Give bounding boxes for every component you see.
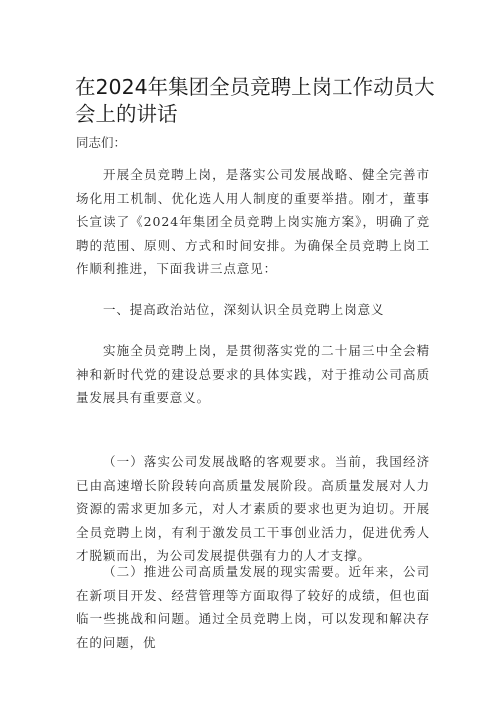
document-title: 在2024年集团全员竞聘上岗工作动员大会上的讲话 <box>75 75 435 126</box>
subsection-2-paragraph: （二）推进公司高质量发展的现实需要。近年来，公司在新项目开发、经营管理等方面取得了较好的成绩，但也面临一些挑战和问题。通过全员竞聘上岗，可以发现和解决存在的问题，优 <box>76 564 430 650</box>
intro-paragraph: 开展全员竞聘上岗，是落实公司发展战略、健全完善市场化用工机制、优化选人用人制度的重要举措。刚才，董事长宣读了《2024年集团全员竞聘上岗实施方案》，明确了竞聘的范围、原则、方式和时间安排。为确保全员竞聘上岗工作顺利推进，下面我讲三点意见： <box>76 167 430 277</box>
section-heading-1: 一、提高政治站位，深刻认识全员竞聘上岗意义 <box>103 302 385 317</box>
subsection-1-paragraph: （一）落实公司发展战略的客观要求。当前，我国经济已由高速增长阶段转向高质量发展阶段。高质量发展对人力资源的需求更加多元，对人才素质的要求也更为迫切。开展全员竞聘上岗，有利于激发员工干事创业活力，促进优秀人才脱颖而出，为公司发展提供强有力的人才支撑。 <box>76 454 430 564</box>
section-1-paragraph: 实施全员竞聘上岗，是贯彻落实党的二十届三中全会精神和新时代党的建设总要求的具体实践，对于推动公司高质量发展具有重要意义。 <box>76 343 430 406</box>
greeting: 同志们： <box>76 135 127 150</box>
